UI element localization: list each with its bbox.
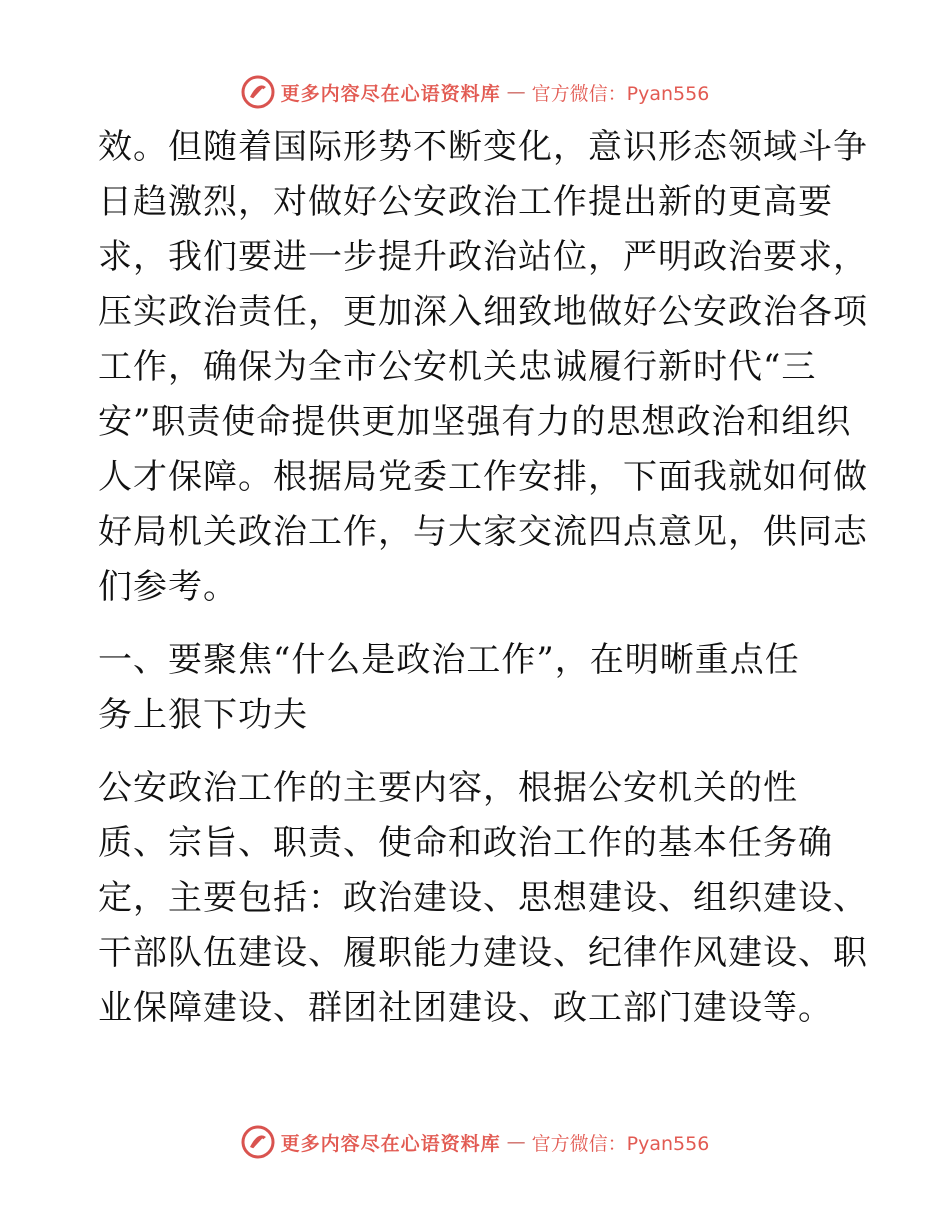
paragraph-1 <box>98 120 868 615</box>
text-line: 质、宗旨、职责、使命和政治工作的基本任务确 <box>98 823 833 863</box>
text-line: 工作，确保为全市公安机关忠诚履行新时代“三 <box>98 347 817 387</box>
heading-line: 务上狠下功夫 <box>98 695 308 735</box>
paragraph-2 <box>98 761 868 1036</box>
text-line: 压实政治责任，更加深入细致地做好公安政治各项 <box>98 292 868 332</box>
text-line: 日趋激烈，对做好公安政治工作提出新的更高要 <box>98 182 833 222</box>
text-line: 人才保障。根据局党委工作安排，下面我就如何做 <box>98 457 868 497</box>
logo-icon <box>241 75 275 109</box>
watermark-separator: — <box>506 1131 526 1153</box>
text-line: 公安政治工作的主要内容，根据公安机关的性 <box>98 768 798 808</box>
logo-icon <box>241 1125 275 1159</box>
section-heading-1 <box>98 633 858 743</box>
text-line: 效。但随着国际形势不断变化，意识形态领域斗争 <box>98 127 868 167</box>
watermark-wechat: 官方微信：Pyan556 <box>531 82 710 105</box>
watermark-separator: — <box>506 81 526 103</box>
header-watermark-banner <box>0 70 950 114</box>
footer-watermark-banner <box>0 1120 950 1164</box>
text-line: 们参考。 <box>98 567 238 607</box>
text-line: 安”职责使命提供更加坚强有力的思想政治和组织 <box>98 402 852 442</box>
text-line: 求，我们要进一步提升政治站位，严明政治要求， <box>98 237 868 277</box>
text-line: 干部队伍建设、履职能力建设、纪律作风建设、职 <box>98 933 868 973</box>
text-line: 业保障建设、群团社团建设、政工部门建设等。 <box>98 988 833 1028</box>
watermark-wechat: 官方微信：Pyan556 <box>531 1132 710 1155</box>
text-line: 好局机关政治工作，与大家交流四点意见，供同志 <box>98 512 868 552</box>
text-line: 定，主要包括：政治建设、思想建设、组织建设、 <box>98 878 868 918</box>
watermark-text: 更多内容尽在心语资料库 <box>280 82 501 105</box>
heading-line: 一、要聚焦“什么是政治工作”，在明晰重点任 <box>98 640 800 680</box>
watermark-text: 更多内容尽在心语资料库 <box>280 1132 501 1155</box>
document-body <box>98 120 868 1036</box>
